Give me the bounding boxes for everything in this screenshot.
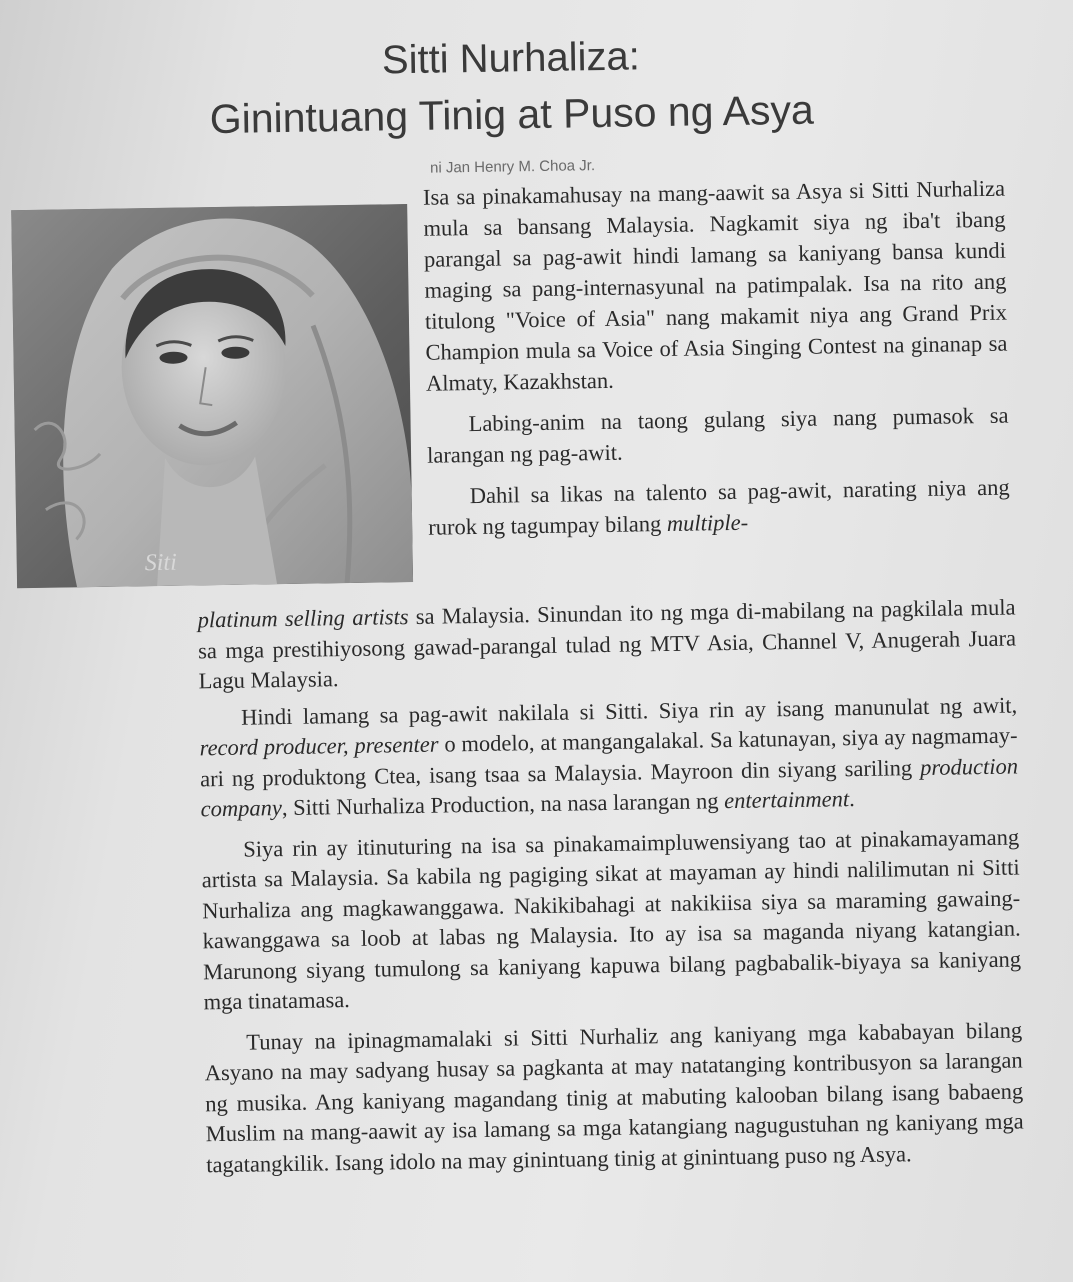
paragraph-4-emphasis-c: entertainment xyxy=(723,786,850,814)
paragraph-3-text-a: Dahil sa likas na talento sa pag-awit, narating niya ang rurok ng tagumpay bilang xyxy=(428,474,1010,540)
paragraph-4-emphasis-a: record producer, presenter xyxy=(199,731,439,761)
paragraph-4-text-a: Hindi lamang sa pag-awit nakilala si Sitti. Siya rin ay isang manunulat ng awit, xyxy=(240,692,1018,730)
paragraph-3-emphasis-b: platinum selling artists xyxy=(197,604,409,633)
paragraph-5: Siya rin ay itinuturing na isa sa pinakamaimpluwensiyang tao at pinakamayamang artista sa Malaysia. Sa kabila ng pagiging sikat at mayaman ay hindi nalilimutan ni Sitti Nurhaliza ang magkawanggawa. Nakikibahagi at nakikiisa siya sa maraming gawaing-kawanggawa sa loob at labas ng Malaysia. Ito ay isa sa maganda niyang katangian. Marunong siyang tumulong sa kaniyang kapuwa bilang pagbabalik-biyaya sa kaniyang mga tinatamasa. xyxy=(201,823,1022,1015)
paragraph-1: Isa sa pinakamahusay na mang-aawit sa Asya si Sitti Nurhaliza mula sa bansang Malaysia. Nagkamit siya ng iba't ibang parangal sa pag-awit hindi lamang sa kaniyang bansa kundi maging sa pang-internasyunal na patimpalak. Isa na rito ang titulong "Voice of Asia" nang makamit niya ang Grand Prix Champion mula sa Voice of Asia Singing Contest na ginanap sa Almaty, Kazakhstan. xyxy=(422,175,1008,396)
paragraph-4 xyxy=(199,690,1019,825)
paragraph-4-text-b: o modelo, at mangangalakal. Sa katunayan, siya ay nagmamay-ari ng produktong Ctea, isang tsaa sa Malaysia. Mayroon din siyang sariling xyxy=(199,722,1018,791)
body-full-width xyxy=(197,593,1024,1187)
paragraph-3-emphasis-a: multiple- xyxy=(666,509,749,536)
paragraph-4-emphasis-b: production company xyxy=(200,753,1019,822)
photo-caption: Siti xyxy=(144,549,177,577)
paragraph-3-continued xyxy=(197,593,1016,697)
paragraph-4-text-c: , Sitti Nurhaliza Production, na nasa larangan ng xyxy=(281,788,725,821)
paragraph-2: Labing-anim na taong gulang siya nang pumasok sa larangan ng pag-awit. xyxy=(426,402,1009,468)
portrait-photo xyxy=(11,204,413,588)
paragraph-6: Tunay na ipinagmamalaki si Sitti Nurhaliz ang kaniyang mga kababayan bilang Asyano na may sadyang husay sa pagkanta at may natatanging kontribusyon sa larangan ng musika. Ang kaniyang magandang tinig at mabuting kalooban bilang isang babaeng Muslim na mang-aawit ay isa lamang sa mga katangiang nagugustuhan ng kaniyang mga tagatangkilik. Isang idolo na may ginintuang tinig at ginintuang puso ng Asya. xyxy=(204,1016,1024,1177)
paragraph-3-start xyxy=(427,472,1010,543)
paragraph-3-text-b: sa Malaysia. Sinundan ito ng mga di-mabilang na pagkilala mula sa mga prestihiyosong gawad-parangal tulad ng MTV Asia, Channel V, Anugerah Juara Lagu Malaysia. xyxy=(197,594,1017,694)
paragraph-4-text-d: . xyxy=(848,786,855,812)
article-title-line1: Sitti Nurhaliza: xyxy=(381,34,641,83)
article-title-line2: Ginintuang Tinig at Puso ng Asya xyxy=(209,86,815,143)
body-column-right xyxy=(423,173,1011,549)
article-byline: ni Jan Henry M. Choa Jr. xyxy=(429,157,596,177)
